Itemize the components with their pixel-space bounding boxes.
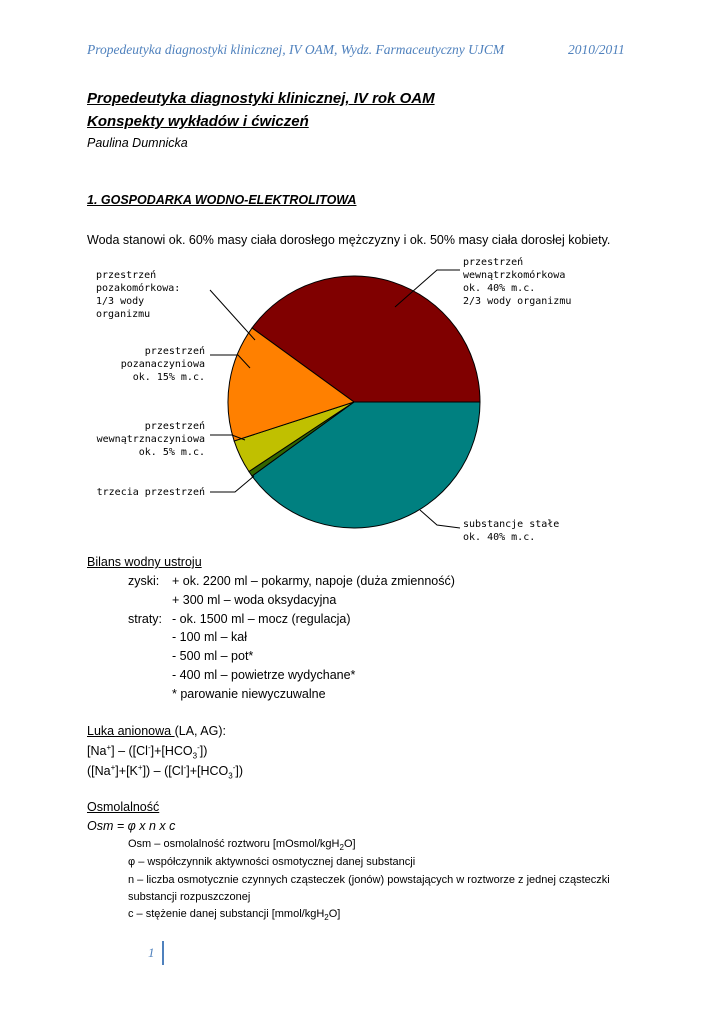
author: Paulina Dumnicka (87, 136, 188, 150)
n-definition: n – liczba osmotycznie czynnych cząsteczek (jonów) powstających w roztworze z jednej cząsteczki (128, 874, 610, 886)
running-header: Propedeutyka diagnostyki klinicznej, IV OAM, Wydz. Farmaceutyczny UJCM (87, 42, 505, 57)
anion-gap-formula-2: $([Na^+]+[K^+]) - ([Cl^-]+[HCO_3^-])$ (87, 763, 244, 781)
gain-item: + ok. 2200 ml – pokarmy, napoje (duża zmienność) (172, 574, 455, 588)
label-third-space: trzecia przestrzeń (96, 487, 205, 498)
leader-line-third (210, 476, 254, 492)
doc-subtitle: Konspekty wykładów i ćwiczeń (87, 113, 309, 130)
loss-item: - 100 ml – kał (172, 630, 248, 644)
leader-line-extra (210, 290, 255, 340)
loss-item: - 400 ml – powietrze wydychane* (172, 668, 356, 682)
anion-gap-heading: Luka anionowa (LA, AG): (87, 724, 226, 738)
page-number: 1 (148, 945, 155, 960)
leader-line-solids (420, 510, 460, 528)
page-number-bar (162, 941, 164, 965)
gains-label: zyski: (128, 574, 160, 588)
label-extracellular: przestrzeń pozakomórkowa: 1/3 wody organizmu (96, 270, 181, 320)
osmolality-heading: Osmolalność (87, 800, 160, 814)
label-solids: substancje stałe ok. 40% m.c. (463, 519, 560, 543)
doc-title: Propedeutyka diagnostyki klinicznej, IV rok OAM (87, 90, 435, 107)
running-header-year: 2010/2011 (568, 42, 625, 57)
gain-item: + 300 ml – woda oksydacyjna (172, 593, 337, 607)
loss-item: - 500 ml – pot* (172, 649, 254, 663)
anion-gap-formula-1: $[Na^+] - ([Cl^-]+[HCO_3^-])$ (87, 743, 208, 761)
section-heading: 1. GOSPODARKA WODNO-ELEKTROLITOWA (87, 193, 357, 207)
osmolality-formula: Osm = φ x n x c (87, 819, 176, 833)
phi-definition: φ – współczynnik aktywności osmotycznej danej substancji (128, 856, 416, 868)
c-definition: c – stężenie danej substancji [mmol/kgH$_2$O] (128, 908, 341, 923)
balance-heading: Bilans wodny ustroju (87, 555, 202, 569)
label-intracellular: przestrzeń wewnątrzkomórkowa ok. 40% m.c. 2/3 wody organizmu (463, 257, 572, 307)
losses-label: straty: (128, 612, 163, 626)
label-interstitial: przestrzeń pozanaczyniowa ok. 15% m.c. (120, 346, 205, 383)
n-definition-cont: substancji rozpuszczonej (128, 891, 251, 903)
loss-item: - ok. 1500 ml – mocz (regulacja) (172, 612, 351, 626)
label-intravascular: przestrzeń wewnątrznaczyniowa ok. 5% m.c. (96, 421, 205, 458)
loss-footnote: * parowanie niewyczuwalne (172, 687, 326, 701)
intro-paragraph: Woda stanowi ok. 60% masy ciała dorosłego mężczyzny i ok. 50% masy ciała dorosłej kobiety. (87, 233, 611, 247)
osm-definition: Osm – osmolalność roztworu [mOsmol/kgH$_2$O] (128, 838, 356, 853)
